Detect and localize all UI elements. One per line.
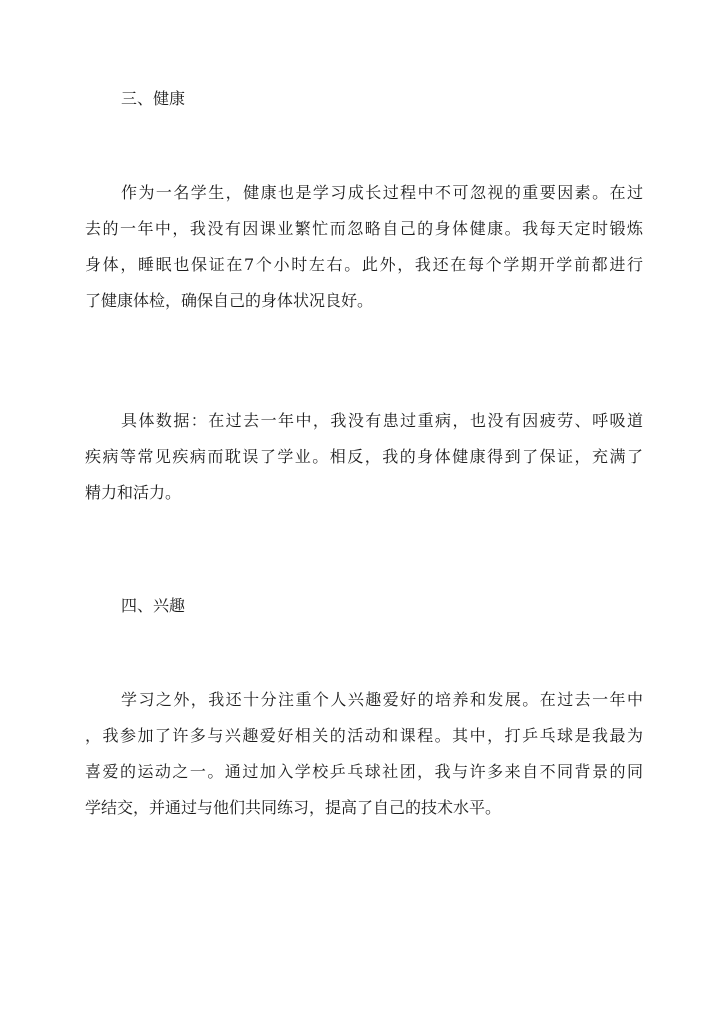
- paragraph-line: 具体数据：在过去一年中，我没有患过重病，也没有因疲劳、呼吸道: [121, 411, 643, 430]
- paragraph-interests: [85, 682, 643, 826]
- paragraph-health-data: [85, 403, 643, 511]
- paragraph-line: ，我参加了许多与兴趣爱好相关的活动和课程。其中，打乒乓球是我最为: [85, 726, 643, 745]
- paragraph-health-intro: [85, 175, 643, 319]
- paragraph-line: 身体，睡眠也保证在7个小时左右。此外，我还在每个学期开学前都进行: [85, 255, 643, 274]
- paragraph-line: 学习之外，我还十分注重个人兴趣爱好的培养和发展。在过去一年中: [121, 690, 643, 709]
- paragraph-line: 喜爱的运动之一。通过加入学校乒乓球社团，我与许多来自不同背景的同: [85, 762, 643, 781]
- paragraph-line: 疾病等常见疾病而耽误了学业。相反，我的身体健康得到了保证，充满了: [85, 447, 643, 466]
- paragraph-line: 了健康体检，确保自己的身体状况良好。: [85, 291, 374, 310]
- paragraph-line: 作为一名学生，健康也是学习成长过程中不可忽视的重要因素。在过: [121, 183, 643, 202]
- paragraph-line: 学结交，并通过与他们共同练习，提高了自己的技术水平。: [85, 798, 502, 817]
- paragraph-line: 精力和活力。: [85, 483, 182, 502]
- section-heading-interests: 四、兴趣: [121, 596, 186, 615]
- section-heading-health: 三、健康: [121, 89, 186, 108]
- paragraph-line: 去的一年中，我没有因课业繁忙而忽略自己的身体健康。我每天定时锻炼: [85, 219, 643, 238]
